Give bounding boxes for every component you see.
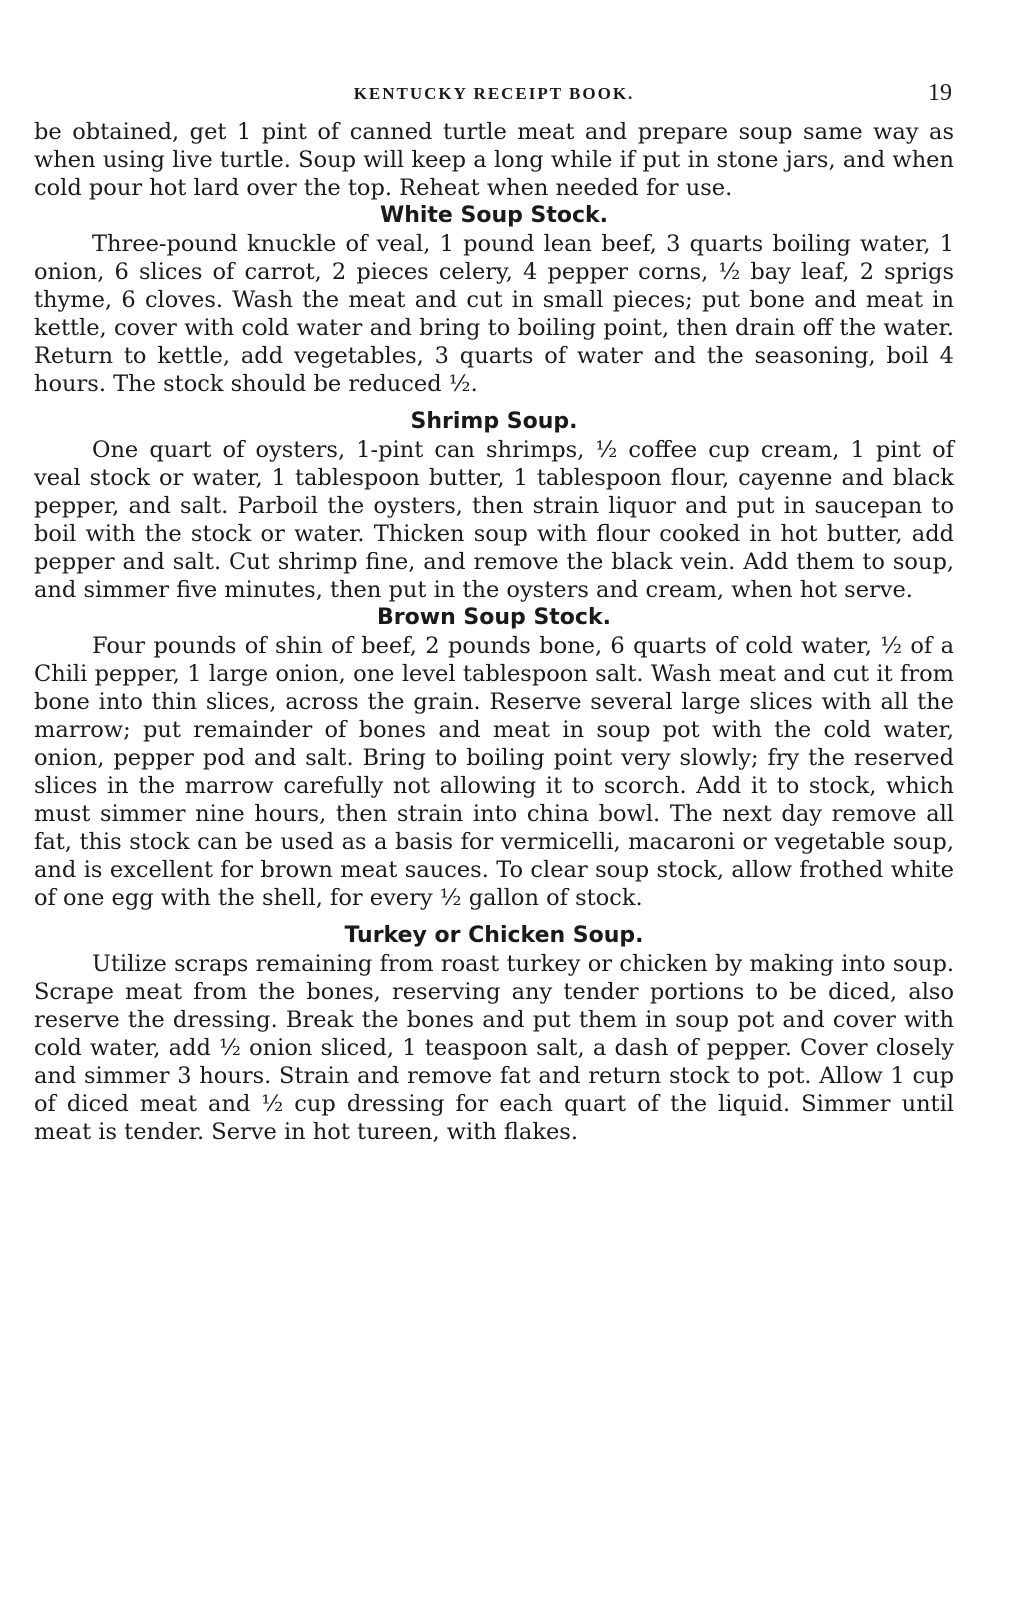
running-title: KENTUCKY RECEIPT BOOK. xyxy=(353,84,635,103)
recipe-paragraph: Three-pound knuckle of veal, 1 pound lean beef, 3 quarts boiling water, 1 onion, 6 slices of carrot, 2 pieces celery, 4 pepper corns, ½ bay leaf, 2 sprigs thyme, 6 cloves. Wash the meat and cut in small pieces; put bone and meat in kettle, cover with cold water and bring to boiling point, then drain off the water. Return to kettle, add vegetables, 3 quarts of water and the seasoning, boil 4 hours. The stock should be reduced ½. xyxy=(34,231,954,397)
recipe-paragraph: Utilize scraps remaining from roast turkey or chicken by making into soup. Scrape meat from the bones, reserving any tender portions to be diced, also reserve the dressing. Break the bones and put them in soup pot and cover with cold water, add ½ onion sliced, 1 teaspoon salt, a dash of pepper. Cover closely and simmer 3 hours. Strain and remove fat and return stock to pot. Allow 1 cup of diced meat and ½ cup dressing for each quart of the liquid. Simmer until meat is tender. Serve in hot tureen, with flakes. xyxy=(34,951,954,1145)
section-brown-soup-stock xyxy=(34,604,954,912)
section-heading: Turkey or Chicken Soup. xyxy=(344,923,644,948)
section-heading: White Soup Stock. xyxy=(379,203,609,228)
book-page xyxy=(34,78,954,1146)
section-turkey-or-chicken-soup xyxy=(34,922,954,1146)
section-heading: Brown Soup Stock. xyxy=(377,605,611,630)
recipe-paragraph: One quart of oysters, 1-pint can shrimps, ½ coffee cup cream, 1 pint of veal stock or water, 1 tablespoon butter, 1 tablespoon flour, cayenne and black pepper, and salt. Parboil the oysters, then strain liquor and put in saucepan to boil with the stock or water. Thicken soup with flour cooked in hot butter, add pepper and salt. Cut shrimp fine, and remove the black vein. Add them to soup, and simmer five minutes, then put in the oysters and cream, when hot serve. xyxy=(34,437,954,603)
running-header xyxy=(34,78,954,118)
section-heading: Shrimp Soup. xyxy=(410,409,578,434)
section-white-soup-stock xyxy=(34,202,954,398)
section-shrimp-soup xyxy=(34,408,954,604)
recipe-paragraph: Four pounds of shin of beef, 2 pounds bone, 6 quarts of cold water, ½ of a Chili pepper, 1 large onion, one level tablespoon salt. Wash meat and cut it from bone into thin slices, across the grain. Reserve several large slices with all the marrow; put remainder of bones and meat in soup pot with the cold water, onion, pepper pod and salt. Bring to boiling point very slowly; fry the reserved slices in the marrow carefully not allowing it to scorch. Add it to stock, which must simmer nine hours, then strain into china bowl. The next day remove all fat, this stock can be used as a basis for vermicelli, macaroni or vegetable soup, and is excellent for brown meat sauces. To clear soup stock, allow frothed white of one egg with the shell, for every ½ gallon of stock. xyxy=(34,633,954,911)
continuation-paragraph: be obtained, get 1 pint of canned turtle meat and prepare soup same way as when using live turtle. Soup will keep a long while if put in stone jars, and when cold pour hot lard over the top. Reheat when needed for use. xyxy=(34,119,954,201)
page-number: 19 xyxy=(928,80,952,106)
